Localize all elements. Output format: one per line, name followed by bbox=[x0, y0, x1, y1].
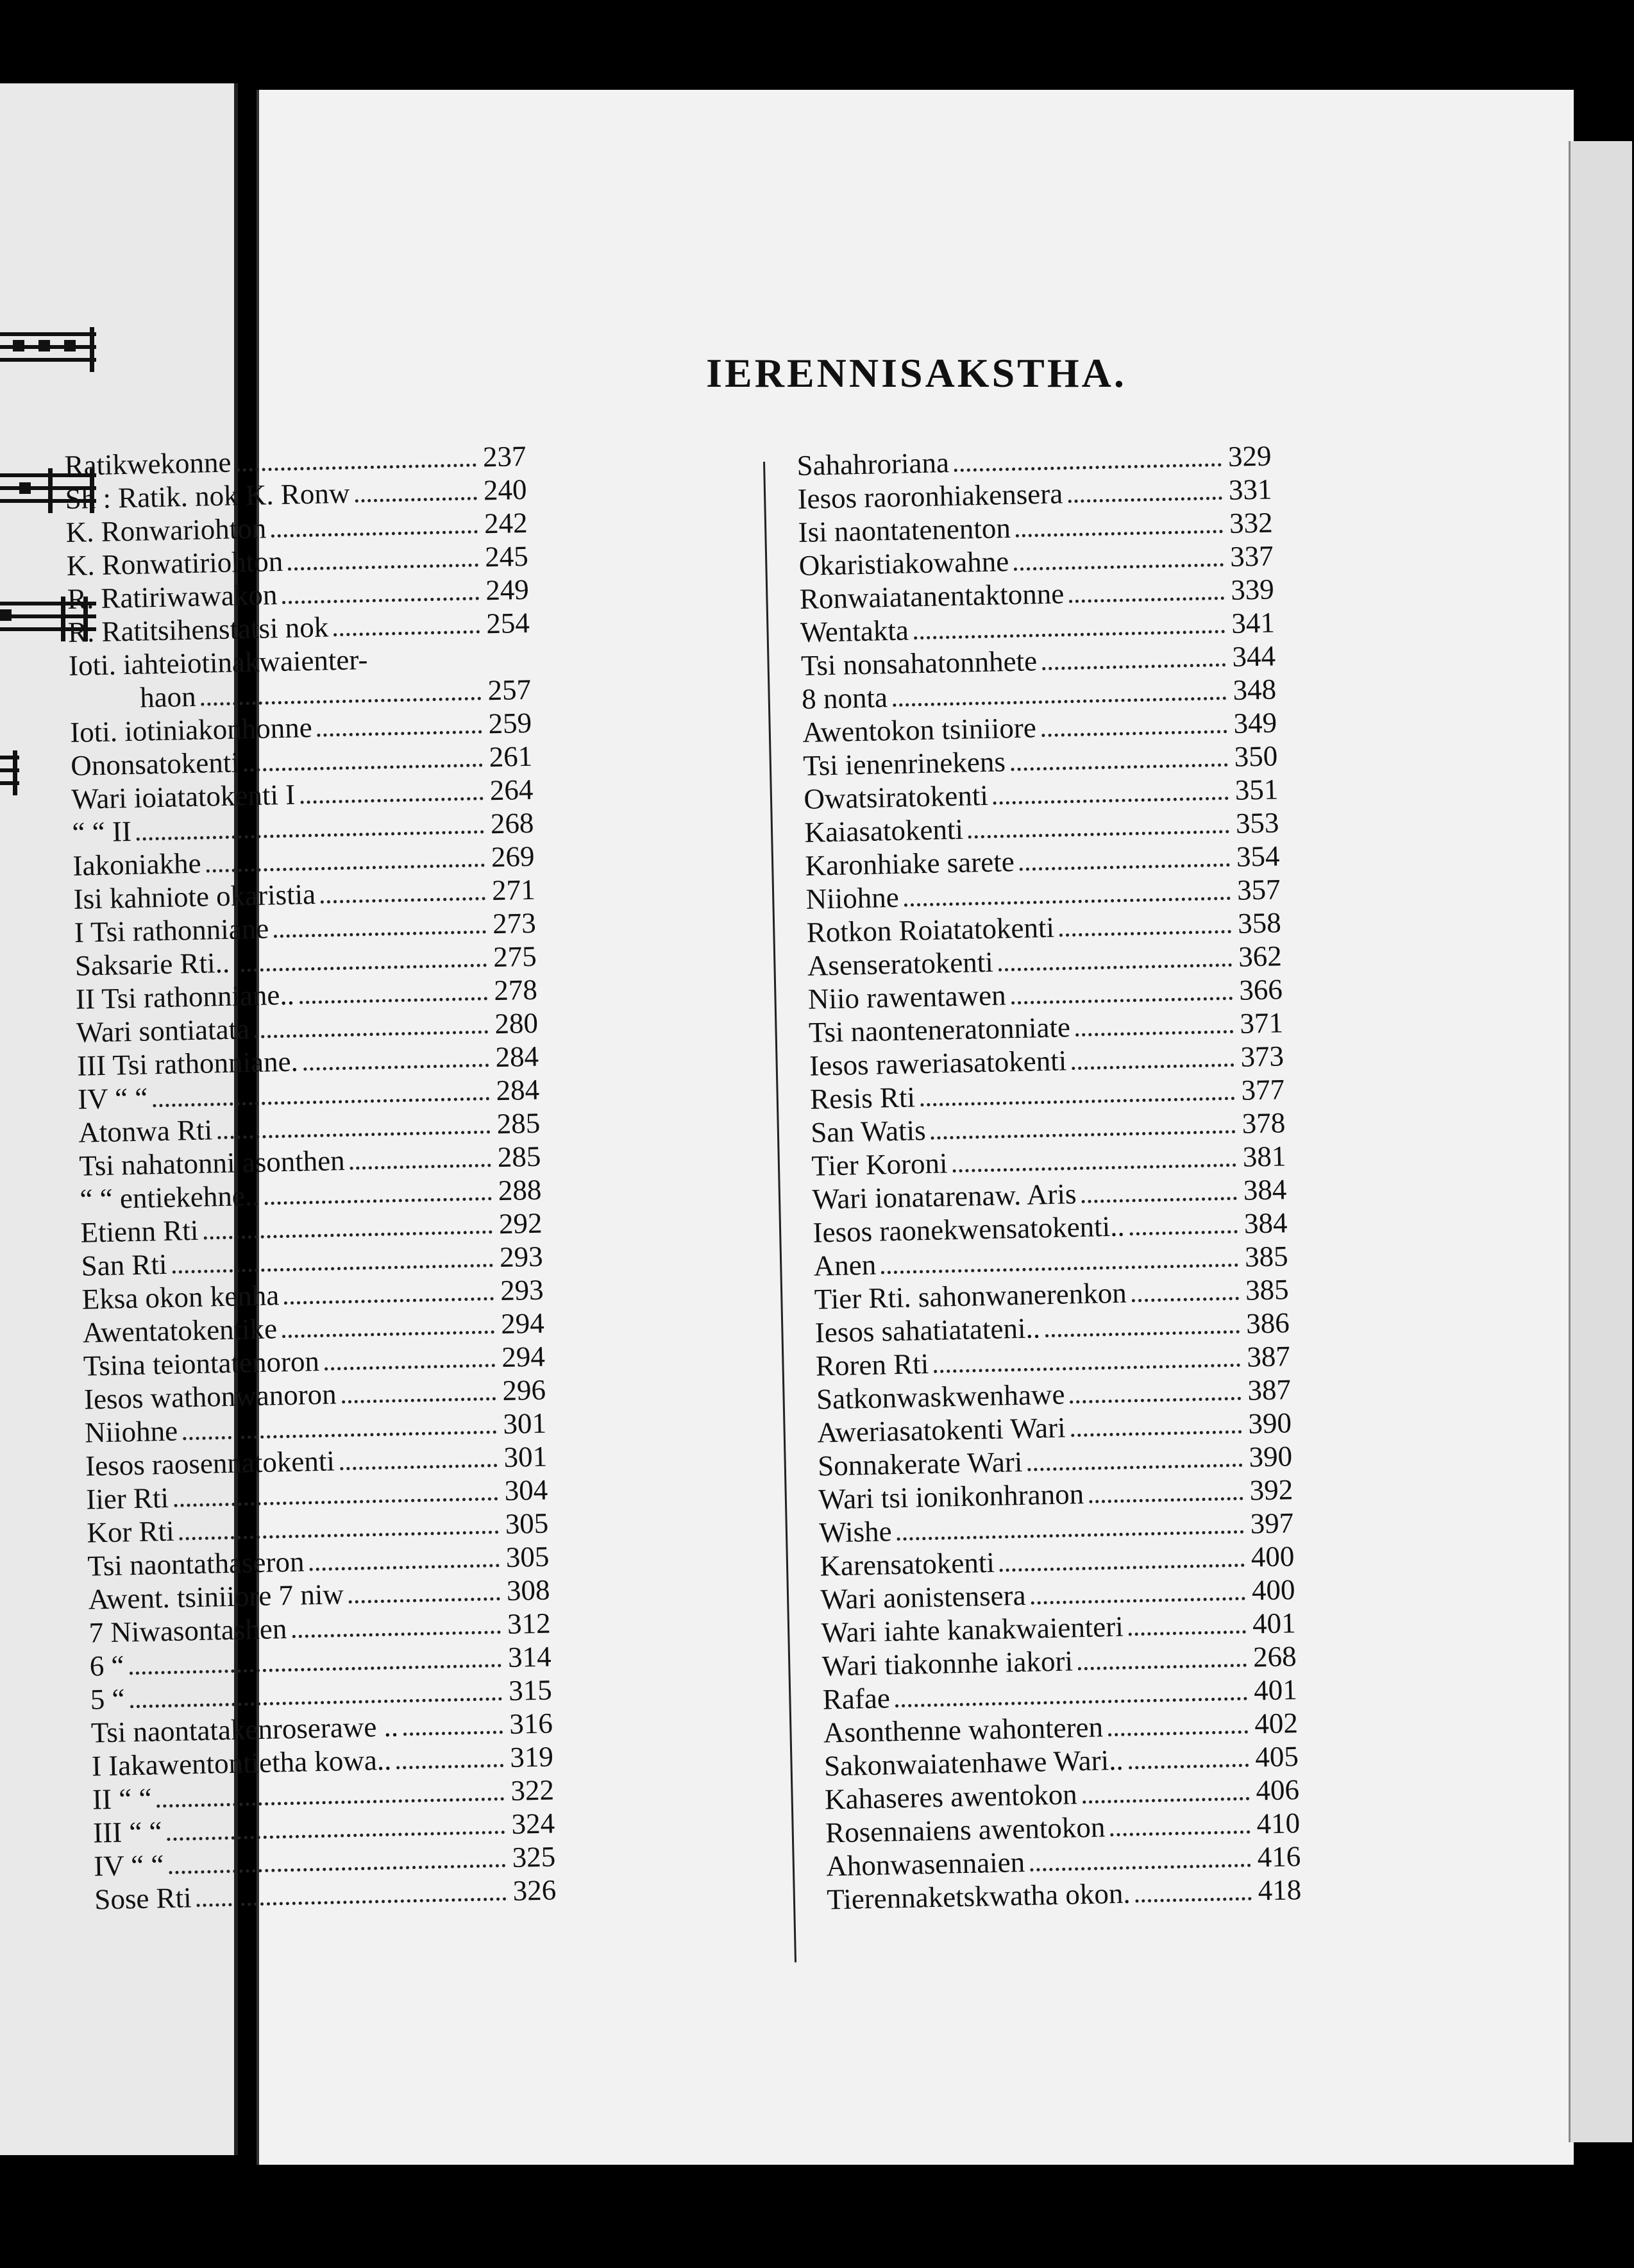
entry-title: Wari tsi ionikonhranon bbox=[818, 1477, 1084, 1516]
entry-page-number: 294 bbox=[501, 1340, 546, 1374]
entry-page-number: 275 bbox=[493, 940, 537, 974]
entry-page-number: 384 bbox=[1243, 1173, 1287, 1206]
entry-title: “ “ II bbox=[72, 815, 132, 849]
entry-title: Tier Rti. sahonwanerenkon bbox=[814, 1276, 1127, 1316]
entry-page-number: 373 bbox=[1240, 1040, 1284, 1073]
dot-leader bbox=[893, 688, 1227, 707]
entry-page-number: 312 bbox=[507, 1607, 552, 1640]
dot-leader bbox=[172, 1255, 493, 1273]
dot-leader bbox=[137, 821, 484, 840]
entry-page-number: 406 bbox=[1255, 1773, 1300, 1807]
entry-title: Wishe bbox=[818, 1515, 893, 1549]
entry-page-number: 390 bbox=[1249, 1440, 1293, 1473]
dot-leader bbox=[324, 1355, 495, 1371]
dot-leader bbox=[180, 1521, 499, 1540]
entry-page-number: 401 bbox=[1252, 1607, 1297, 1640]
entry-title: Sonnakerate Wari bbox=[817, 1445, 1023, 1482]
entry-page-number: 301 bbox=[502, 1407, 547, 1440]
dot-leader bbox=[1071, 1421, 1242, 1437]
dot-leader bbox=[271, 521, 478, 538]
entry-page-number: 257 bbox=[487, 673, 532, 707]
entry-page-number: 350 bbox=[1234, 740, 1278, 773]
dot-leader bbox=[931, 1121, 1235, 1140]
entry-page-number: 381 bbox=[1242, 1140, 1286, 1173]
dot-leader bbox=[342, 1388, 496, 1403]
entry-page-number: 284 bbox=[494, 1040, 539, 1074]
entry-page-number: 273 bbox=[492, 906, 537, 940]
dot-leader bbox=[292, 1621, 501, 1638]
dot-leader bbox=[1011, 988, 1233, 1004]
dot-leader bbox=[1110, 1822, 1250, 1837]
entry-page-number: 326 bbox=[512, 1874, 557, 1907]
entry-page-number: 337 bbox=[1229, 539, 1274, 573]
entry-page-number: 397 bbox=[1250, 1507, 1294, 1540]
entry-page-number: 362 bbox=[1238, 940, 1283, 973]
dot-leader bbox=[993, 788, 1229, 805]
entry-page-number: 410 bbox=[1256, 1807, 1301, 1840]
entry-page-number: 344 bbox=[1231, 639, 1276, 673]
entry-page-number: 280 bbox=[494, 1006, 539, 1040]
entry-page-number: 254 bbox=[485, 606, 530, 640]
dot-leader bbox=[333, 621, 480, 636]
dot-leader bbox=[904, 888, 1231, 907]
entry-title: III “ “ bbox=[92, 1815, 163, 1849]
entry-title: Iesos raonekwensatokenti.. bbox=[813, 1210, 1125, 1249]
dot-leader bbox=[1078, 1655, 1247, 1670]
entry-title: Isi kahniote okaristia bbox=[73, 877, 316, 915]
dot-leader bbox=[300, 788, 484, 804]
entry-title: Ioti. iotiniakonhonne bbox=[69, 711, 313, 749]
entry-page-number: 418 bbox=[1258, 1874, 1302, 1907]
entry-page-number: 268 bbox=[490, 806, 534, 840]
entry-title: Iesos raweriasatokenti bbox=[809, 1044, 1067, 1082]
entry-title: Rotkon Roiatatokenti bbox=[806, 911, 1055, 949]
dot-leader bbox=[244, 754, 483, 772]
entry-page-number: 304 bbox=[504, 1473, 548, 1507]
dot-leader bbox=[954, 454, 1222, 472]
entry-title: Karensatokenti bbox=[819, 1546, 995, 1582]
entry-title: II Tsi rathonniane.. bbox=[75, 978, 295, 1015]
entry-title: Rosennaiens awentokon bbox=[825, 1811, 1106, 1849]
entry-title: Ahonwasennaien bbox=[825, 1846, 1025, 1883]
dot-leader bbox=[201, 688, 482, 706]
entry-title: San Rti bbox=[81, 1248, 167, 1282]
entry-page-number: 271 bbox=[491, 873, 536, 907]
entry-title: haon bbox=[139, 680, 197, 714]
entry-page-number: 354 bbox=[1236, 840, 1280, 873]
entry-title: Awentokon tsiniiore bbox=[802, 711, 1037, 749]
entry-title: Ratikwekonne bbox=[64, 446, 232, 482]
dot-leader bbox=[881, 1255, 1238, 1274]
index-column-right bbox=[796, 439, 1302, 1917]
entry-title: Asenseratokenti bbox=[807, 945, 994, 982]
entry-page-number: 353 bbox=[1235, 806, 1279, 840]
dot-leader bbox=[1045, 1321, 1240, 1337]
entry-page-number: 249 bbox=[485, 573, 530, 607]
dot-leader bbox=[282, 588, 479, 604]
entry-page-number: 377 bbox=[1241, 1073, 1285, 1106]
entry-page-number: 316 bbox=[509, 1707, 553, 1740]
dot-leader bbox=[1075, 1021, 1233, 1037]
dot-leader bbox=[1082, 1788, 1250, 1804]
dot-leader bbox=[288, 555, 478, 571]
entry-title: Okaristiakowahne bbox=[798, 545, 1009, 582]
entry-title: Aweriasatokenti Wari bbox=[816, 1411, 1066, 1449]
entry-page-number: 315 bbox=[508, 1673, 553, 1707]
entry-page-number: 296 bbox=[501, 1373, 546, 1407]
dot-leader bbox=[299, 988, 487, 1004]
dot-leader bbox=[1030, 1855, 1251, 1872]
entry-title: Eksa okon kenha bbox=[81, 1279, 280, 1316]
entry-title: Tier Koroni bbox=[811, 1147, 948, 1182]
dot-leader bbox=[349, 1588, 500, 1604]
entry-title: 7 Niwasontashen bbox=[88, 1612, 287, 1649]
dot-leader bbox=[1014, 554, 1224, 571]
dot-leader bbox=[174, 1488, 498, 1507]
entry-page-number: 378 bbox=[1242, 1106, 1286, 1140]
entry-title: Awentatokentike bbox=[82, 1312, 278, 1349]
entry-page-number: 324 bbox=[511, 1807, 555, 1840]
dot-leader bbox=[1027, 1455, 1242, 1471]
entry-page-number: 259 bbox=[488, 706, 532, 740]
entry-title: Resis Rti bbox=[809, 1081, 916, 1115]
entry-title: Iesos raosennatokenti bbox=[85, 1444, 335, 1482]
entry-page-number: 341 bbox=[1231, 606, 1276, 639]
entry-title: Rafae bbox=[822, 1682, 891, 1716]
dot-leader bbox=[1020, 854, 1230, 871]
dot-leader bbox=[1068, 487, 1222, 503]
entry-page-number: 386 bbox=[1245, 1307, 1290, 1340]
entry-title: Iier Rti bbox=[85, 1481, 169, 1516]
entry-title: IV “ “ bbox=[93, 1849, 164, 1883]
entry-page-number: 357 bbox=[1236, 873, 1281, 906]
entry-page-number: 292 bbox=[498, 1206, 543, 1240]
music-staff-fragment bbox=[0, 750, 19, 795]
entry-page-number: 385 bbox=[1245, 1273, 1290, 1307]
entry-title: Sahahroriana bbox=[796, 446, 950, 482]
entry-page-number: 237 bbox=[482, 439, 526, 473]
dot-leader bbox=[1130, 1221, 1238, 1236]
dot-leader bbox=[920, 1088, 1234, 1106]
entry-title: Kaiasatokenti bbox=[804, 813, 964, 849]
entry-title: 6 “ bbox=[89, 1649, 124, 1682]
dot-leader bbox=[396, 1755, 503, 1769]
entry-page-number: 358 bbox=[1237, 906, 1282, 940]
entry-title: Isi naontatenenton bbox=[798, 512, 1011, 548]
entry-page-number: 401 bbox=[1253, 1673, 1298, 1707]
dot-leader bbox=[274, 921, 486, 938]
music-staff-fragment bbox=[0, 327, 96, 372]
entry-title: Wari tiakonnhe iakori bbox=[821, 1645, 1074, 1682]
entry-title: Wari ionatarenaw. Aris bbox=[811, 1178, 1077, 1215]
entry-title: Kahaseres awentokon bbox=[824, 1778, 1078, 1816]
entry-title: Sh : Ratik. nok K. Ronw bbox=[65, 477, 350, 515]
entry-page-number: 284 bbox=[496, 1073, 540, 1107]
entry-page-number: 242 bbox=[484, 506, 528, 540]
entry-title: R. Ratiriwawakon bbox=[67, 579, 278, 615]
entry-page-number: 387 bbox=[1246, 1340, 1291, 1373]
dot-leader bbox=[197, 1888, 507, 1907]
dot-leader bbox=[203, 1221, 493, 1239]
dot-leader bbox=[895, 1688, 1247, 1707]
entry-title: Niiohne bbox=[84, 1414, 178, 1449]
entry-page-number: 301 bbox=[503, 1440, 548, 1473]
entry-title: Roren Rti bbox=[815, 1348, 929, 1382]
dot-leader bbox=[1089, 1488, 1243, 1503]
entry-page-number: 339 bbox=[1230, 573, 1275, 606]
entry-title: Sakonwaiatenhawe Wari.. bbox=[823, 1743, 1124, 1782]
entry-title: Awent. tsiniiore 7 niw bbox=[88, 1578, 344, 1616]
page-title: IERENNISAKSTHA. bbox=[706, 350, 1127, 396]
dot-leader bbox=[968, 821, 1229, 839]
entry-page-number: 305 bbox=[505, 1507, 549, 1540]
entry-title: Satkonwaskwenhawe bbox=[816, 1378, 1065, 1416]
entry-page-number: 314 bbox=[507, 1640, 552, 1673]
dot-leader bbox=[1041, 721, 1227, 737]
dot-leader bbox=[914, 621, 1225, 639]
entry-page-number: 322 bbox=[510, 1773, 555, 1807]
dot-leader bbox=[317, 721, 482, 736]
entry-title: Kor Rti bbox=[86, 1514, 175, 1549]
entry-title: Wari iahte kanakwaienteri bbox=[821, 1610, 1124, 1649]
entry-title: K. Ronwatiriohton bbox=[66, 545, 283, 582]
entry-page-number: 400 bbox=[1251, 1540, 1295, 1573]
dot-leader bbox=[169, 1855, 505, 1874]
entry-title: Asonthenne wahonteren bbox=[823, 1711, 1104, 1749]
entry-page-number: 400 bbox=[1251, 1573, 1295, 1607]
dot-leader bbox=[952, 1155, 1236, 1172]
entry-title: 8 nonta bbox=[801, 681, 888, 715]
entry-title: IV “ “ bbox=[77, 1081, 148, 1115]
entry-page-number: 269 bbox=[491, 840, 535, 874]
entry-title: K. Ronwariohton bbox=[65, 512, 267, 548]
entry-page-number: 308 bbox=[506, 1573, 550, 1607]
entry-page-number: 349 bbox=[1233, 706, 1277, 740]
entry-title: Tsi ienenrinekens bbox=[802, 745, 1006, 782]
entry-title: San Watis bbox=[810, 1114, 927, 1149]
entry-title: Sose Rti bbox=[94, 1881, 192, 1916]
entry-title: III Tsi rathonniane. bbox=[76, 1045, 299, 1082]
dot-leader bbox=[1128, 1755, 1249, 1770]
entry-title: Ioti. iahteiotinakwaienter- bbox=[68, 643, 368, 682]
entry-title: Etienn Rti bbox=[80, 1214, 199, 1249]
entry-title: Owatsiratokenti bbox=[803, 779, 989, 815]
entry-title: Tsina teiontatenoron bbox=[83, 1344, 320, 1382]
entry-page-number: 385 bbox=[1244, 1240, 1289, 1273]
entry-title: Iesos raoronhiakensera bbox=[797, 477, 1063, 515]
dot-leader bbox=[235, 954, 487, 972]
dot-leader bbox=[350, 1155, 491, 1170]
entry-page-number: 332 bbox=[1229, 506, 1274, 539]
entry-title: Iesos sahatiatateni.. bbox=[814, 1312, 1041, 1349]
entry-page-number: 416 bbox=[1257, 1840, 1301, 1874]
entry-page-number: 331 bbox=[1228, 473, 1272, 506]
entry-page-number: 348 bbox=[1232, 673, 1277, 706]
entry-page-number: 264 bbox=[489, 773, 534, 807]
entry-title: I Tsi rathonniane bbox=[74, 912, 269, 949]
entry-page-number: 402 bbox=[1254, 1707, 1299, 1740]
entry-title: Wari ioiatatokenti I bbox=[71, 778, 296, 815]
entry-page-number: 390 bbox=[1247, 1407, 1292, 1440]
dot-leader bbox=[217, 1121, 491, 1139]
entry-page-number: 294 bbox=[500, 1307, 545, 1341]
entry-title: II “ “ bbox=[92, 1782, 153, 1816]
dot-leader bbox=[1069, 588, 1224, 603]
dot-leader bbox=[1129, 1621, 1246, 1636]
entry-page-number: 325 bbox=[512, 1840, 556, 1874]
entry-title: Tsi naonteneratonniate bbox=[808, 1011, 1071, 1049]
dot-leader bbox=[1000, 1555, 1245, 1572]
dot-leader bbox=[129, 1655, 501, 1675]
entry-page-number: 384 bbox=[1243, 1206, 1288, 1240]
entry-title: Ronwaiatanentaktonne bbox=[799, 577, 1065, 615]
entry-page-number: 245 bbox=[484, 539, 529, 573]
entry-page-number: 319 bbox=[509, 1740, 554, 1773]
page-edge bbox=[1569, 141, 1632, 2142]
dot-leader bbox=[1042, 654, 1226, 670]
entry-title: 5 “ bbox=[90, 1682, 126, 1716]
entry-page-number: 293 bbox=[499, 1240, 544, 1274]
entry-page-number: 392 bbox=[1249, 1473, 1293, 1507]
dot-leader bbox=[355, 488, 477, 503]
dot-leader bbox=[1059, 921, 1231, 937]
index-column-left bbox=[64, 439, 557, 1917]
entry-title: I Iakawentontietha kowa.. bbox=[91, 1743, 392, 1782]
entry-title: Anen bbox=[813, 1248, 877, 1282]
dot-leader bbox=[153, 1088, 489, 1107]
dot-leader bbox=[1135, 1888, 1251, 1903]
entry-title: Wari aonistensera bbox=[820, 1578, 1027, 1616]
entry-title: Ononsatokenti bbox=[70, 746, 240, 782]
dot-leader bbox=[303, 1054, 489, 1071]
dot-leader bbox=[1081, 1188, 1236, 1203]
dot-leader bbox=[340, 1455, 498, 1470]
entry-title: Niio rawentawen bbox=[807, 979, 1007, 1015]
entry-page-number: 240 bbox=[483, 473, 527, 507]
entry-page-number: 288 bbox=[498, 1173, 542, 1207]
dot-leader bbox=[1011, 754, 1228, 771]
dot-leader bbox=[255, 1021, 488, 1038]
dot-leader bbox=[156, 1788, 504, 1807]
dot-leader bbox=[934, 1355, 1240, 1373]
dot-leader bbox=[998, 954, 1232, 972]
dot-leader bbox=[264, 1188, 491, 1205]
dot-leader bbox=[897, 1521, 1243, 1541]
dot-leader bbox=[1031, 1588, 1245, 1605]
entry-title: Niiohne bbox=[805, 881, 900, 915]
entry-title: Atonwa Rti bbox=[78, 1113, 213, 1149]
entry-page-number: 351 bbox=[1234, 773, 1279, 806]
dot-leader bbox=[309, 1555, 499, 1571]
dot-leader bbox=[1016, 521, 1223, 537]
entry-title: Tsi naontathaseron bbox=[87, 1545, 305, 1582]
entry-title: Tsi naontatakenroserawe .. bbox=[90, 1710, 399, 1749]
entry-page-number: 405 bbox=[1254, 1740, 1299, 1773]
dot-leader bbox=[321, 888, 485, 903]
entry-page-number: 268 bbox=[1252, 1640, 1297, 1673]
dot-leader bbox=[167, 1822, 505, 1841]
entry-title: Tierennaketskwatha okon. bbox=[826, 1877, 1131, 1916]
dot-leader bbox=[284, 1288, 494, 1305]
dot-leader bbox=[1070, 1388, 1241, 1404]
entry-page-number: 371 bbox=[1239, 1006, 1284, 1040]
dot-leader bbox=[1072, 1054, 1234, 1070]
dot-leader bbox=[236, 455, 476, 472]
entry-title: “ “ entiekehne.. bbox=[79, 1179, 260, 1215]
dot-leader bbox=[1108, 1722, 1248, 1737]
entry-title: Tsi nonsahatonnhete bbox=[800, 645, 1038, 682]
entry-title: Iesos wathonwanoron bbox=[83, 1378, 337, 1416]
entry-title: Karonhiake sarete bbox=[805, 845, 1015, 882]
entry-page-number: 285 bbox=[496, 1106, 541, 1140]
entry-title: Wentakta bbox=[800, 614, 909, 648]
dot-leader bbox=[282, 1321, 494, 1338]
entry-page-number: 261 bbox=[489, 740, 533, 774]
entry-title: Tsi nahatonni asonthen bbox=[78, 1144, 346, 1182]
entry-page-number: 285 bbox=[497, 1140, 541, 1174]
entry-page-number: 329 bbox=[1227, 439, 1272, 473]
entry-page-number: 366 bbox=[1238, 973, 1283, 1006]
entry-page-number: 387 bbox=[1247, 1373, 1292, 1407]
dot-leader bbox=[130, 1688, 502, 1708]
dot-leader bbox=[206, 854, 484, 872]
entry-title: Saksarie Rti.. bbox=[74, 946, 230, 982]
entry-title: R. Ratitsihenstatsi nok bbox=[67, 611, 329, 648]
entry-page-number: 278 bbox=[493, 973, 538, 1007]
entry-page-number: 305 bbox=[505, 1540, 550, 1573]
dot-leader bbox=[1132, 1288, 1239, 1302]
dot-leader bbox=[403, 1722, 503, 1736]
entry-title: Iakoniakhe bbox=[72, 847, 202, 882]
entry-title: Wari sontiatata bbox=[76, 1013, 250, 1049]
dot-leader bbox=[183, 1421, 496, 1440]
entry-page-number: 293 bbox=[500, 1273, 544, 1307]
